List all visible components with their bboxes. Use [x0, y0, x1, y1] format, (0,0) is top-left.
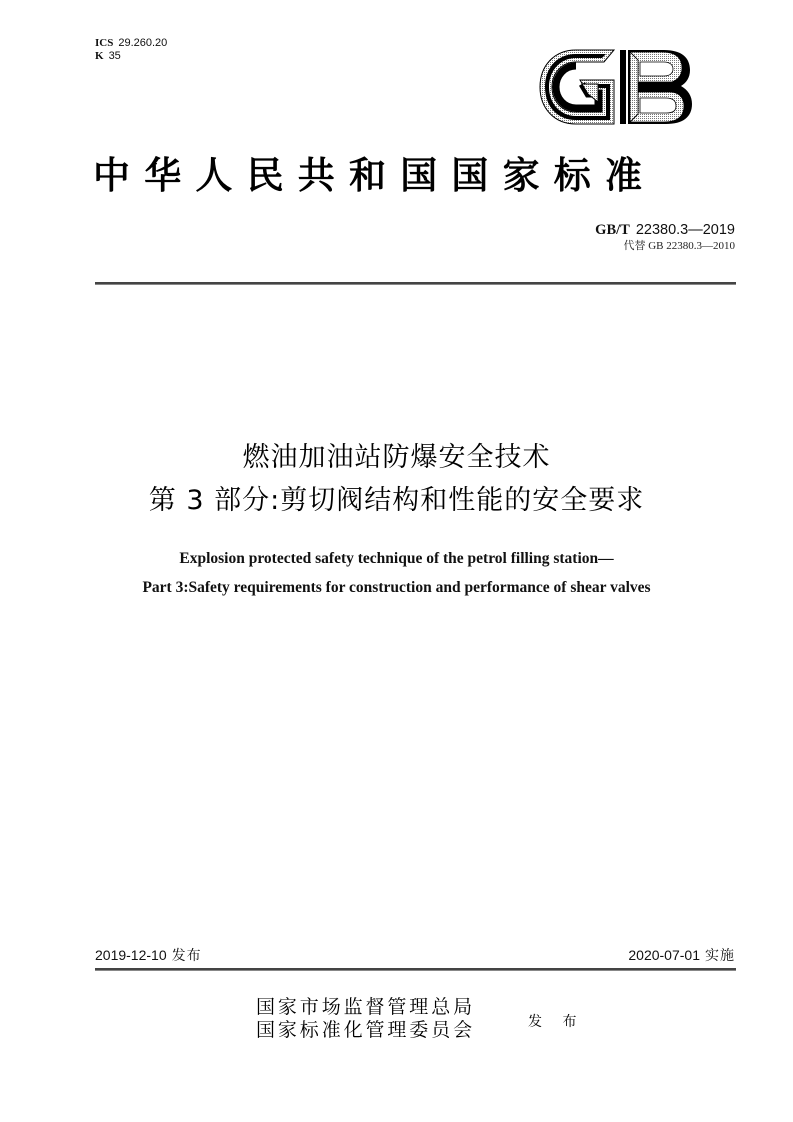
ics-code	[95, 37, 167, 50]
national-standard-title: 中华人民共和国国家标准	[93, 153, 657, 197]
gb-logo-icon	[536, 46, 696, 128]
standard-number-block	[595, 222, 735, 253]
ccs-code	[95, 50, 167, 63]
issuer-sac: 国家标准化管理委员会	[256, 1019, 476, 1041]
ccs-label: K	[95, 50, 104, 62]
ics-value: 29.260.20	[118, 37, 168, 49]
issue-date-value: 2019-12-10	[95, 947, 167, 963]
issuer-samr: 国家市场监督管理总局	[256, 996, 476, 1018]
replaces-standard: 代替 GB 22380.3—2010	[623, 240, 735, 252]
implementation-date-label: 实施	[705, 947, 735, 963]
header-divider	[95, 282, 736, 285]
chinese-title-line1: 燃油加油站防爆安全技术	[242, 442, 551, 473]
implementation-date	[628, 946, 735, 964]
standard-prefix: GB/T	[595, 222, 630, 238]
classification-codes	[95, 37, 167, 63]
issued-label: 发 布	[528, 1014, 585, 1030]
implementation-date-value: 2020-07-01	[628, 947, 700, 963]
issue-date	[95, 946, 202, 964]
standard-number	[595, 222, 735, 239]
ccs-value: 35	[108, 50, 121, 62]
ics-label: ICS	[95, 37, 114, 49]
issue-date-label: 发布	[171, 947, 202, 963]
english-title-line1: Explosion protected safety technique of the petrol filling station—	[179, 550, 614, 567]
english-title-line2: Part 3:Safety requirements for construction and performance of shear valves	[142, 579, 651, 596]
issuing-bodies	[256, 996, 475, 1042]
footer-divider	[95, 968, 736, 971]
chinese-title-line2: 第 3 部分:剪切阀结构和性能的安全要求	[148, 485, 645, 516]
standard-code: 22380.3—2019	[635, 222, 735, 238]
